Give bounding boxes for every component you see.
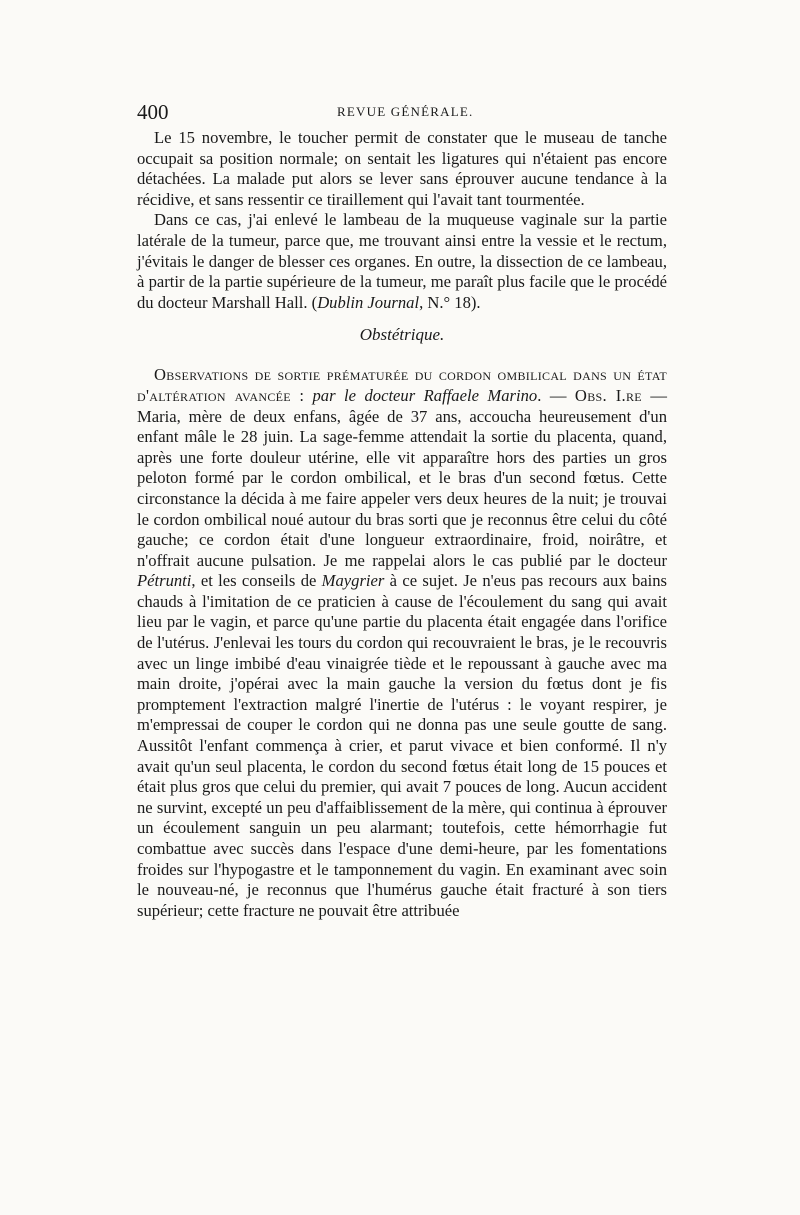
observation-body-1: — Maria, mère de deux enfans, âgée de 37 ans, accoucha heureusement d'un enfant mâle le 28 juin. La sage-femme attendait la sortie du placenta, quand, après une forte douleur utérine, elle vit apparaître hors des parties un gros peloton formé par le cordon ombilical, et le bras d'un second fœtus. Cette circonstance la décida à me faire appeler vers deux heures de la nuit; je trouvai le cordon ombilical noué autour du bras sorti que je reconnus être celui du côté gauche; ce cordon était d'une longueur extraordinaire, froid, noirâtre, et n'offrait aucune pulsation. Je me rappelai alors le cas publié par le docteur xyxy=(137,385,667,570)
observation-paragraph xyxy=(137,365,667,921)
paragraph-2 xyxy=(137,210,667,313)
name-petrunti: Pétrunti xyxy=(137,571,192,591)
observation-title-sep: : xyxy=(290,385,313,405)
observation-title: Observations de sortie prématurée du cordon ombilical dans un état d'altération avancée xyxy=(137,365,667,405)
text-block xyxy=(137,100,667,921)
paragraph-2-text: Dans ce cas, j'ai enlevé le lambeau de la muqueuse vaginale sur la partie latérale de la tumeur, parce que, me trouvant ainsi entre la vessie et le rectum, j'évitais le danger de blesser ces organes. En outre, la dissection de ce lambeau, à partir de la partie supérieure de la tumeur, me paraît plus facile que le procédé du docteur Marshall Hall. ( xyxy=(137,210,667,312)
page-number: 400 xyxy=(137,100,169,124)
observation-author: Raffaele Marino xyxy=(423,385,538,405)
paragraph-1: Le 15 novembre, le toucher permit de constater que le museau de tanche occupait sa position normale; on sentait les ligatures qui n'étaient pas encore détachées. La malade put alors se lever sans éprouver aucune tendance à la récidive, et sans ressentir ce tiraillement qui l'avait tant tourmentée. xyxy=(137,128,667,209)
observation-body-3: à ce sujet. Je n'eus pas recours aux bains chauds à l'imitation de ce praticien à cause de l'écoulement du sang qui avait lieu par le vagin, et parce qu'une partie du placenta était engagée dans l'orifice de l'utérus. J'enlevai les tours du cordon qui recouvraient le bras, je le recouvris avec un linge imbibé d'eau vinaigrée tiède et le repoussant à gauche avec ma main droite, j'opérai avec la main gauche la version du fœtus dont je fis promptement l'extraction malgré l'inertie de l'utérus : le voyant respirer, je m'empressai de couper le cordon qui ne donna pas une seule goutte de sang. Aussitôt l'enfant commença à crier, et parut vivace et bien conformé. Il n'y avait qu'un seul placenta, le cordon du second fœtus était long de 15 pouces et était plus gros que celui du premier, qui avait 7 pouces de long. Aucun accident ne survint, excepté un peu d'affaiblissement de la mère, qui continua à éprouver un écoulement sanguin un peu alarmant; toutefois, cette hémorrhagie fut combattue avec succès dans l'espace d'une demi-heure, par les fomentations froides sur l'hypogastre et le tamponnement du vagin. En examinant avec soin le nouveau-né, je reconnus que l'humérus gauche était fracturé à son tiers supérieur; cette fracture ne pouvait être attribuée xyxy=(137,571,667,920)
section-title: Obstétrique. xyxy=(359,325,445,345)
page-header xyxy=(137,100,667,128)
observation-after-author: . — xyxy=(537,385,575,405)
running-head: REVUE GÉNÉRALE. xyxy=(337,104,474,119)
observation-by: par le docteur xyxy=(312,385,416,405)
paragraph-2-end: , N.° 18). xyxy=(419,292,481,312)
observation-label: Obs. I.re xyxy=(574,385,642,405)
name-maygrier: Maygrier xyxy=(321,571,385,591)
journal-title: Dublin Journal xyxy=(317,292,420,312)
observation-body-2: , et les conseils de xyxy=(191,571,322,591)
